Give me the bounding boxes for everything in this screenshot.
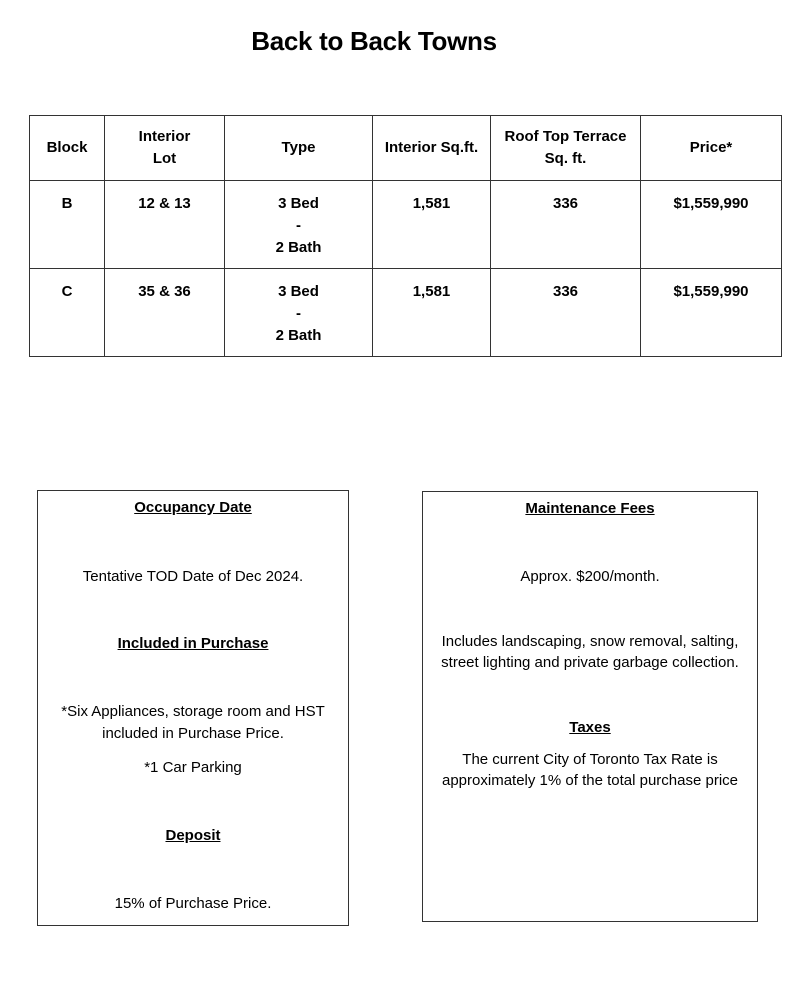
cell-price: $1,559,990 xyxy=(641,181,782,269)
cell-interior-sqft: 1,581 xyxy=(373,181,491,269)
header-lot-line1: Interior xyxy=(138,128,191,145)
cell-type xyxy=(225,269,373,357)
header-type: Type xyxy=(225,116,373,181)
included-line2: included in Purchase Price. xyxy=(102,725,284,742)
occupancy-text: Tentative TOD Date of Dec 2024. xyxy=(82,568,304,585)
includes-line1: Includes landscaping, snow removal, salting, xyxy=(441,633,739,650)
header-price: Price* xyxy=(641,116,782,181)
taxes-line1: The current City of Toronto Tax Rate is xyxy=(462,751,718,768)
occupancy-heading: Occupancy Date xyxy=(134,499,252,516)
deposit-heading: Deposit xyxy=(165,827,221,844)
table-header-row xyxy=(30,116,782,181)
pricing-table xyxy=(29,115,782,357)
header-block: Block xyxy=(30,116,105,181)
cell-lot: 35 & 36 xyxy=(105,269,225,357)
includes-line2: street lighting and private garbage collection. xyxy=(441,654,739,671)
cell-price: $1,559,990 xyxy=(641,269,782,357)
cell-terrace-sqft: 336 xyxy=(491,181,641,269)
header-interior-lot xyxy=(105,116,225,181)
cell-terrace-sqft: 336 xyxy=(491,269,641,357)
type-bedrooms: 3 Bed xyxy=(278,283,319,300)
header-terrace-line2: Sq. ft. xyxy=(544,150,587,167)
type-bathrooms: 2 Bath xyxy=(275,327,322,344)
taxes-heading: Taxes xyxy=(569,719,611,736)
included-line1: *Six Appliances, storage room and HST xyxy=(61,703,325,720)
cell-block: C xyxy=(30,269,105,357)
header-terrace-line1: Roof Top Terrace xyxy=(504,128,627,145)
header-interior-sqft: Interior Sq.ft. xyxy=(373,116,491,181)
page-title: Back to Back Towns xyxy=(251,26,497,56)
table-row xyxy=(30,269,782,357)
cell-type xyxy=(225,181,373,269)
fees-taxes-box xyxy=(422,491,758,922)
type-separator: - xyxy=(296,217,301,234)
cell-block: B xyxy=(30,181,105,269)
cell-lot: 12 & 13 xyxy=(105,181,225,269)
maintenance-heading: Maintenance Fees xyxy=(525,500,655,517)
type-separator: - xyxy=(296,305,301,322)
cell-interior-sqft: 1,581 xyxy=(373,269,491,357)
header-lot-line2: Lot xyxy=(152,150,177,167)
included-heading: Included in Purchase xyxy=(117,635,269,652)
purchase-details-box xyxy=(37,490,349,926)
header-terrace-sqft xyxy=(491,116,641,181)
type-bedrooms: 3 Bed xyxy=(278,195,319,212)
taxes-line2: approximately 1% of the total purchase price xyxy=(442,772,738,789)
table-row xyxy=(30,181,782,269)
maintenance-text: Approx. $200/month. xyxy=(520,568,660,585)
deposit-text: 15% of Purchase Price. xyxy=(114,895,272,912)
type-bathrooms: 2 Bath xyxy=(275,239,322,256)
parking-text: *1 Car Parking xyxy=(144,759,242,776)
